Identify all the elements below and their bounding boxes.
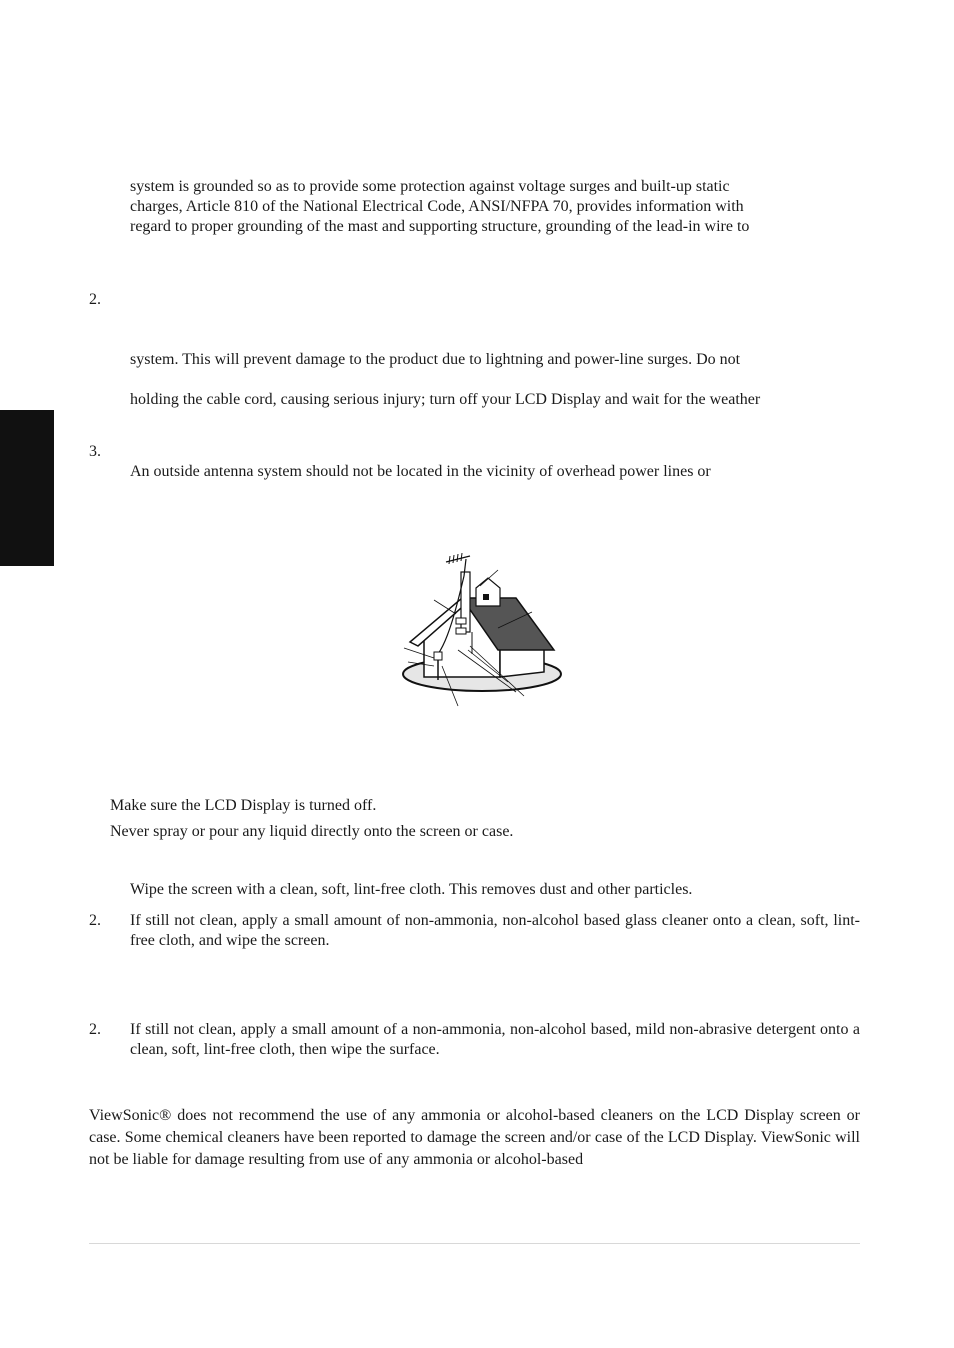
screen-step-2-number: 2. <box>89 912 101 929</box>
footer-divider <box>89 1243 860 1244</box>
grounding-line-1: system is grounded so as to provide some protection against voltage surges and built-up static <box>130 178 730 195</box>
precaution-turn-off: Make sure the LCD Display is turned off. <box>110 797 377 814</box>
item-2-line-2: holding the cable cord, causing serious injury; turn off your LCD Display and wait for the weather <box>130 391 761 408</box>
grounding-line-2: charges, Article 810 of the National Electrical Code, ANSI/NFPA 70, provides information with <box>130 198 744 215</box>
case-step-2: If still not clean, apply a small amount of a non-ammonia, non-alcohol based, mild non-abrasive detergent onto a clean, soft, lint-free cloth, then wipe the surface. <box>130 1021 860 1058</box>
screen-step-2: If still not clean, apply a small amount of non-ammonia, non-alcohol based glass cleaner onto a clean, soft, lint-free cloth, and wipe the screen. <box>130 912 860 949</box>
item-3-number: 3. <box>89 443 101 460</box>
item-3-line-1: An outside antenna system should not be located in the vicinity of overhead power lines or <box>130 463 711 480</box>
grounding-line-3: regard to proper grounding of the mast and supporting structure, grounding of the lead-in wire to <box>130 218 750 235</box>
screen-step-1: Wipe the screen with a clean, soft, lint-free cloth. This removes dust and other particles. <box>130 881 693 898</box>
item-2-line-1: system. This will prevent damage to the product due to lightning and power-line surges. Do not <box>130 351 741 368</box>
side-section-tab <box>0 410 54 566</box>
precaution-no-spray: Never spray or pour any liquid directly onto the screen or case. <box>110 823 514 840</box>
antenna-grounding-house-diagram-icon <box>398 550 568 710</box>
item-2-number: 2. <box>89 291 101 308</box>
disclaimer-paragraph: ViewSonic® does not recommend the use of any ammonia or alcohol-based cleaners on the LCD Display screen or case. Some chemical cleaners have been reported to damage the screen and/or case of the LCD Display. ViewSonic will not be liable for damage resulting from use of any ammonia or alcohol-based <box>89 1107 860 1168</box>
case-step-2-number: 2. <box>89 1021 101 1038</box>
